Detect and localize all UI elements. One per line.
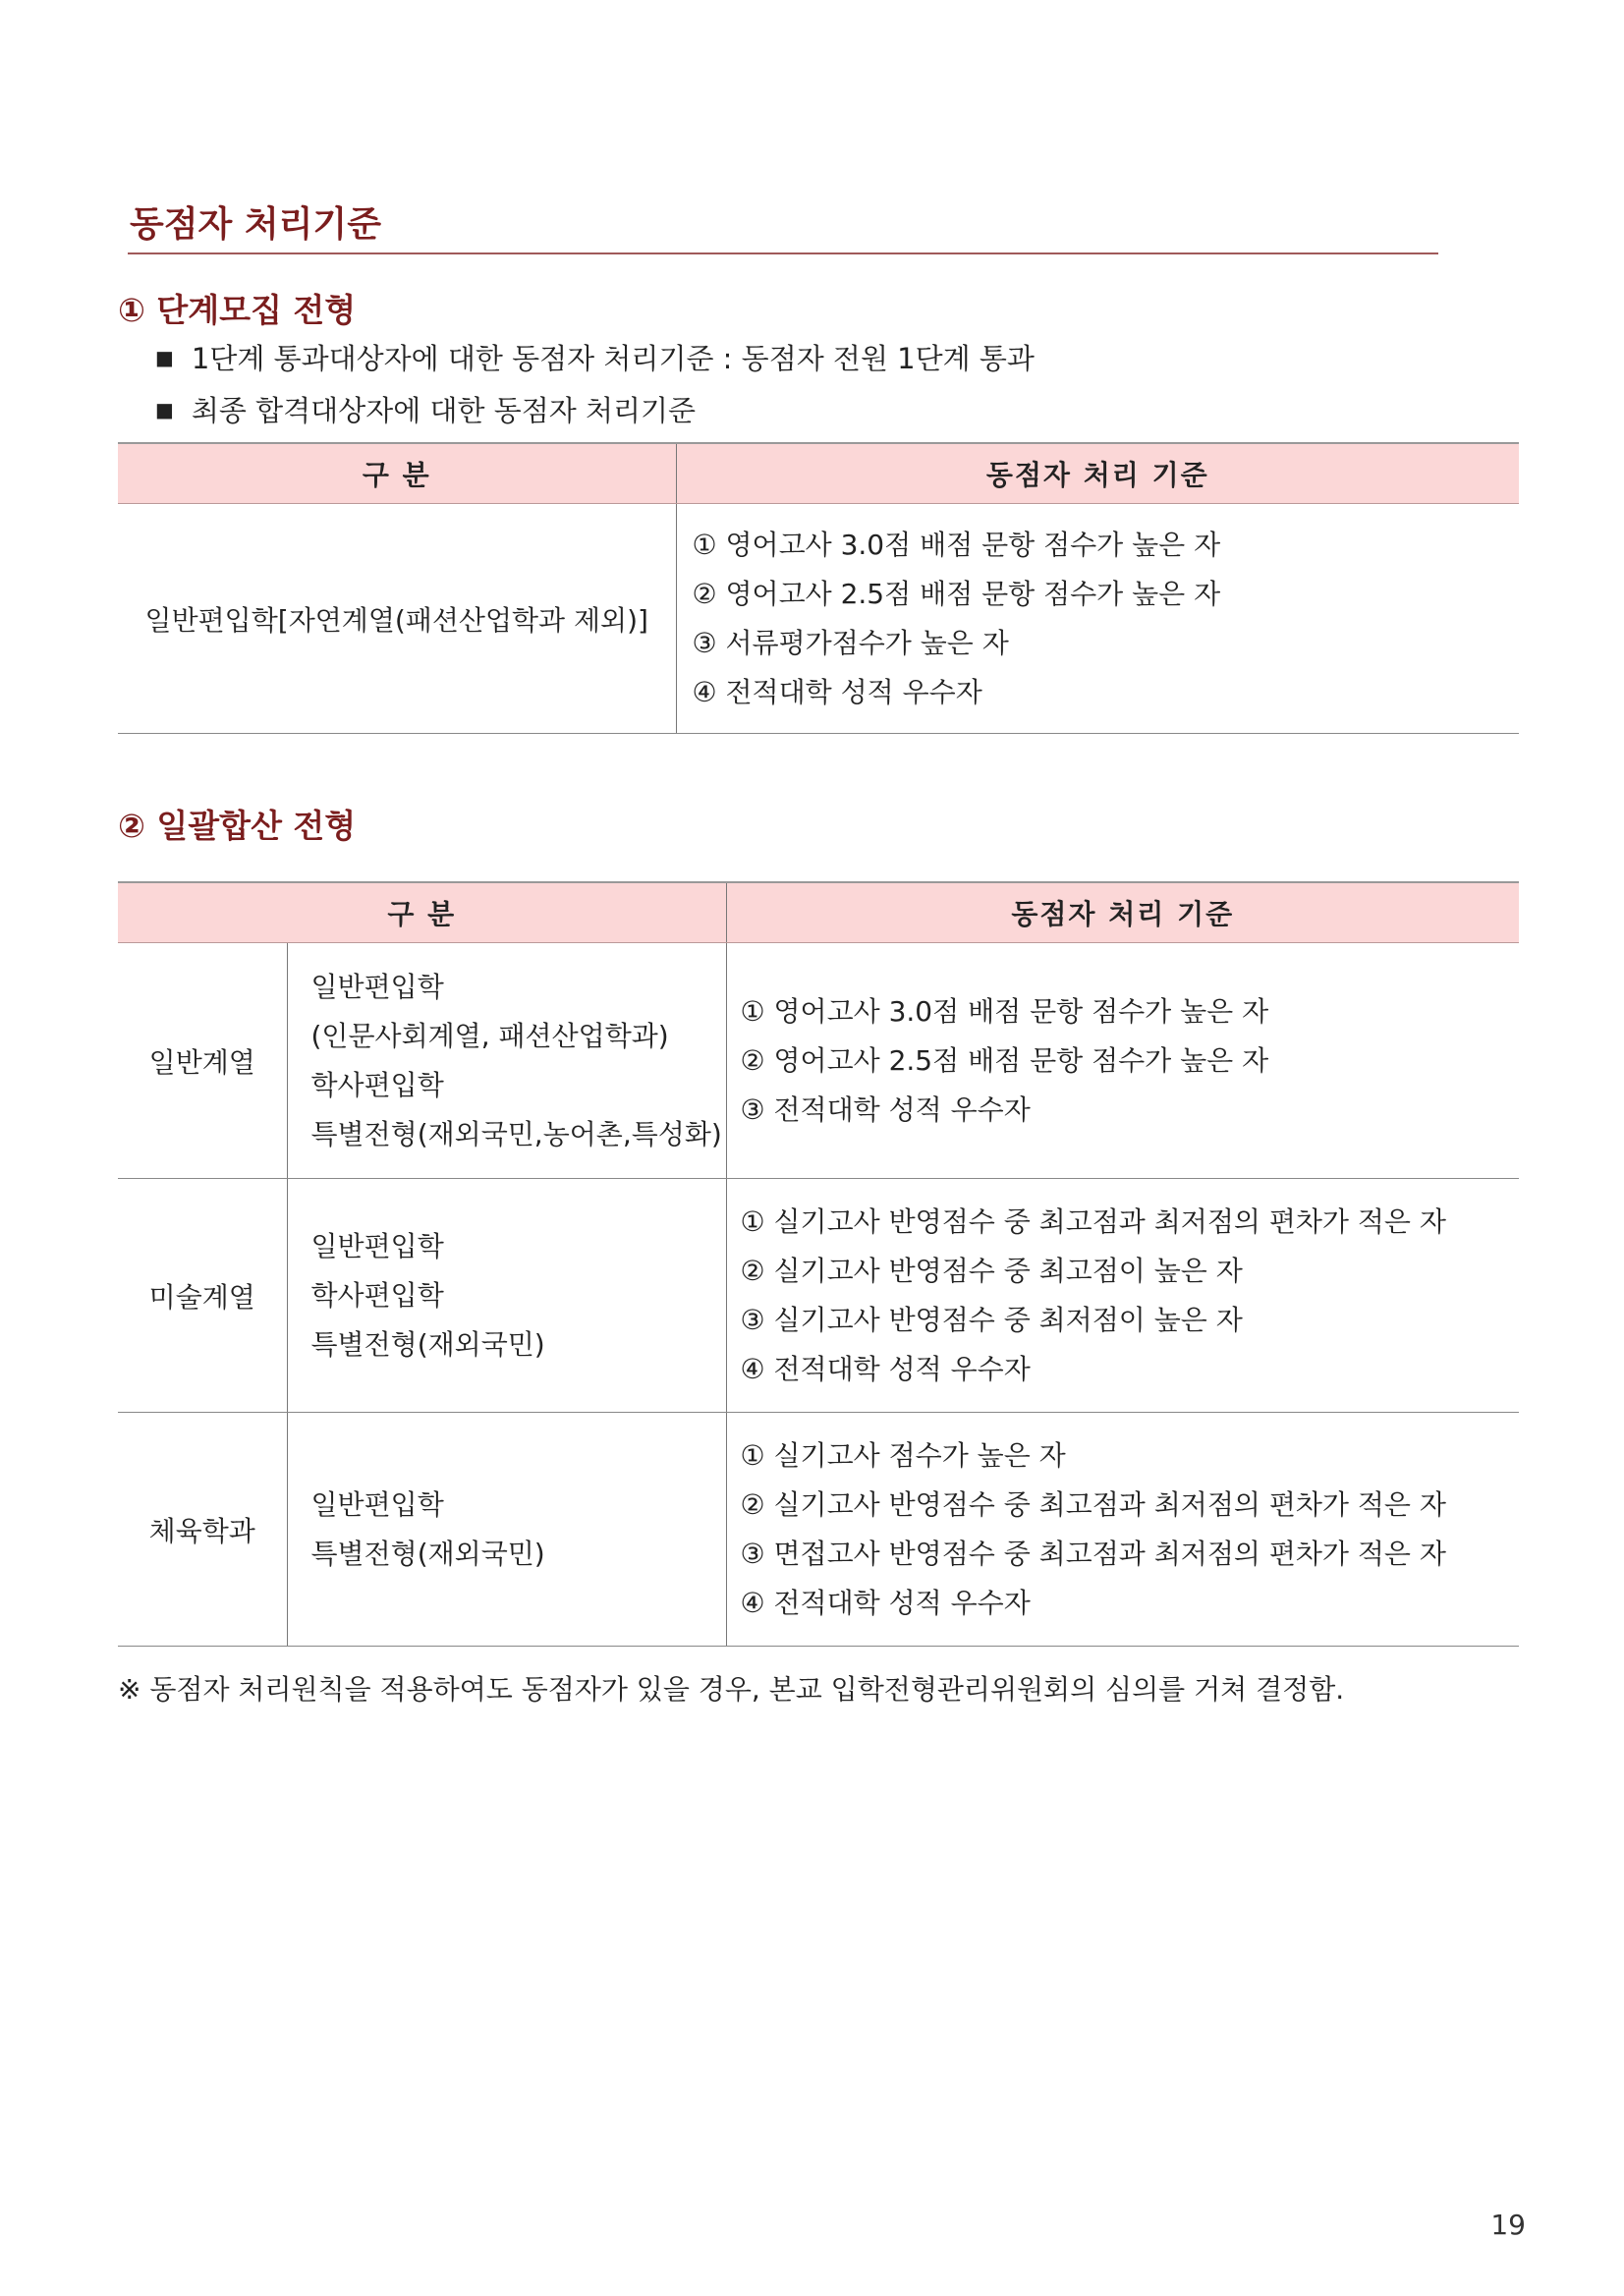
criteria-item: ③ 전적대학 성적 우수자 xyxy=(740,1092,1031,1126)
criteria-item: ③ 면접고사 반영점수 중 최고점과 최저점의 편차가 적은 자 xyxy=(740,1537,1446,1570)
criteria-item: ④ 전적대학 성적 우수자 xyxy=(740,1352,1031,1385)
criteria-item: ③ 실기고사 반영점수 중 최저점이 높은 자 xyxy=(740,1303,1243,1336)
bullet-item xyxy=(155,386,1035,438)
bullet-text: 1단계 통과대상자에 대한 동점자 처리기준 : 동점자 전원 1단계 통과 xyxy=(191,342,1035,375)
criteria-cell xyxy=(726,1413,1519,1647)
criteria-item: ① 영어고사 3.0점 배점 문항 점수가 높은 자 xyxy=(692,528,1221,561)
header-criteria: 동점자 처리 기준 xyxy=(726,882,1519,943)
bullet-text: 최종 합격대상자에 대한 동점자 처리기준 xyxy=(191,394,697,427)
criteria-item: ① 실기고사 반영점수 중 최고점과 최저점의 편차가 적은 자 xyxy=(740,1204,1446,1238)
type-item: 일반편입학 xyxy=(310,1487,444,1521)
type-cell xyxy=(287,1413,726,1647)
type-item: (인문사회계열, 패션산업학과) xyxy=(310,1019,669,1052)
type-item: 학사편입학 xyxy=(310,1278,444,1312)
criteria-item: ④ 전적대학 성적 우수자 xyxy=(740,1586,1031,1619)
type-item: 일반편입학 xyxy=(310,1229,444,1262)
bullet-item xyxy=(155,334,1035,386)
type-item: 특별전형(재외국민) xyxy=(310,1327,545,1361)
type-item: 학사편입학 xyxy=(310,1068,444,1101)
header-category: 구 분 xyxy=(118,882,726,943)
criteria-cell xyxy=(726,943,1519,1179)
criteria-item: ③ 서류평가점수가 높은 자 xyxy=(692,626,1009,659)
bullet-list xyxy=(155,334,1035,438)
type-item: 일반편입학 xyxy=(310,970,444,1003)
criteria-item: ② 영어고사 2.5점 배점 문항 점수가 높은 자 xyxy=(692,577,1221,610)
footnote: ※ 동점자 처리원칙을 적용하여도 동점자가 있을 경우, 본교 입학전형관리위원회의 심의를 거쳐 결정함. xyxy=(118,1673,1345,1706)
page-number: 19 xyxy=(1490,2209,1526,2241)
group-cell: 체육학과 xyxy=(118,1413,287,1647)
category-cell: 일반편입학[자연계열(패션산업학과 제외)] xyxy=(118,504,676,734)
criteria-item: ① 실기고사 점수가 높은 자 xyxy=(740,1438,1066,1472)
type-cell xyxy=(287,943,726,1179)
header-category: 구 분 xyxy=(118,443,676,504)
table-row xyxy=(118,943,1519,1179)
combined-criteria-table xyxy=(118,881,1519,1647)
criteria-item: ① 영어고사 3.0점 배점 문항 점수가 높은 자 xyxy=(740,994,1269,1028)
table-row xyxy=(118,504,1519,734)
type-item: 특별전형(재외국민) xyxy=(310,1537,545,1570)
staged-criteria-table xyxy=(118,442,1519,734)
criteria-cell xyxy=(726,1179,1519,1413)
criteria-item: ④ 전적대학 성적 우수자 xyxy=(692,675,982,708)
group-cell: 일반계열 xyxy=(118,943,287,1179)
page-title: 동점자 처리기준 xyxy=(128,196,1438,254)
type-item: 특별전형(재외국민,농어촌,특성화) xyxy=(310,1117,722,1150)
criteria-item: ② 영어고사 2.5점 배점 문항 점수가 높은 자 xyxy=(740,1043,1269,1077)
criteria-item: ② 실기고사 반영점수 중 최고점이 높은 자 xyxy=(740,1254,1243,1287)
table-header-row xyxy=(118,443,1519,504)
table-row xyxy=(118,1413,1519,1647)
table-row xyxy=(118,1179,1519,1413)
section-heading-staged: ① 단계모집 전형 xyxy=(118,291,357,329)
section-heading-combined: ② 일괄합산 전형 xyxy=(118,807,357,845)
table-header-row xyxy=(118,882,1519,943)
type-cell xyxy=(287,1179,726,1413)
header-criteria: 동점자 처리 기준 xyxy=(676,443,1519,504)
criteria-cell xyxy=(676,504,1519,734)
criteria-item: ② 실기고사 반영점수 중 최고점과 최저점의 편차가 적은 자 xyxy=(740,1487,1446,1521)
group-cell: 미술계열 xyxy=(118,1179,287,1413)
